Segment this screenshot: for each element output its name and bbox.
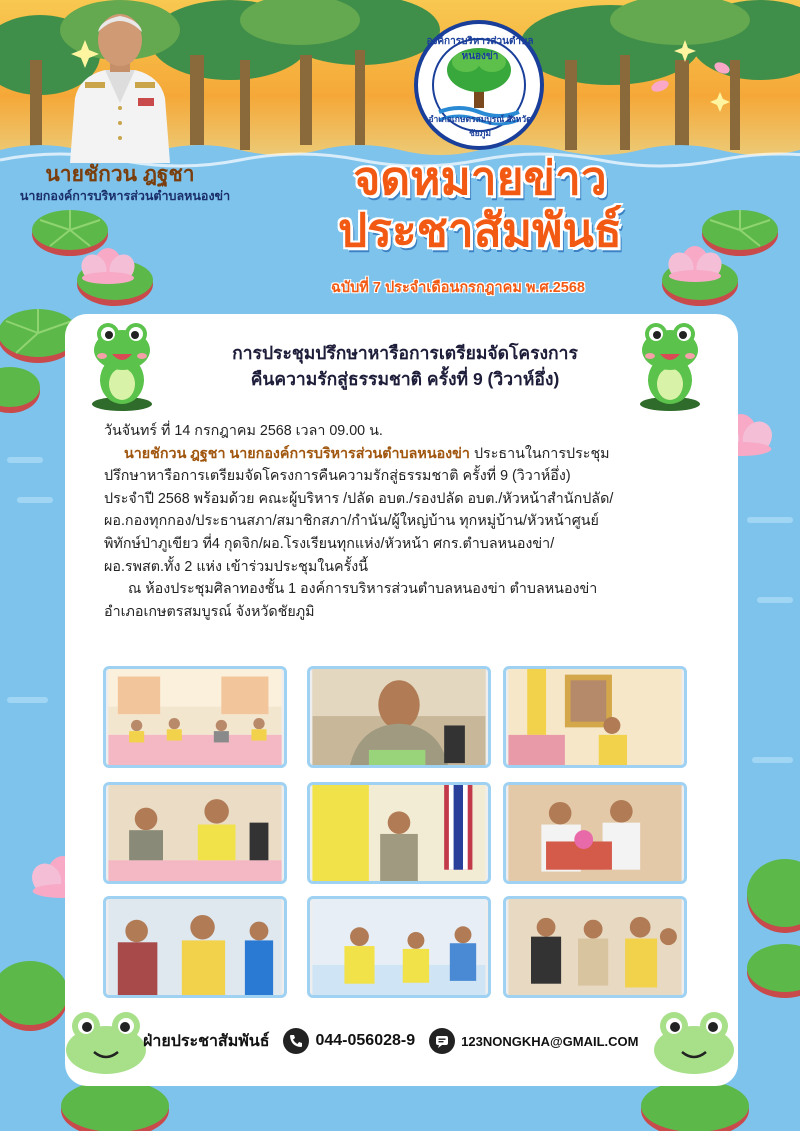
lotus-flower	[78, 236, 138, 284]
headline-line-2: ประชาสัมพันธ์	[338, 204, 622, 256]
paragraph-1-line-4: ผอ.กองทุกกอง/ประธานสภา/สมาชิกสภา/กำนัน/ผู้ใหญ่บ้าน ทุกหมู่บ้าน/หัวหน้าศูนย์	[104, 513, 599, 530]
meeting-photo	[307, 666, 491, 768]
paragraph-2-line-2: อำเภอเกษตรสมบูรณ์ จังหวัดชัยภูมิ	[104, 603, 315, 620]
meeting-photo	[503, 666, 687, 768]
frog-mascot	[86, 312, 158, 412]
paragraph-1-line-5: พิทักษ์ป่าภูเขียว ที่4 กุดจิก/ผอ.โรงเรียนทุกแห่ง/หัวหน้า ศกร.ตำบลหนองข่า/	[104, 535, 555, 552]
phone-icon	[283, 1028, 309, 1054]
contact-footer	[143, 1026, 683, 1056]
meeting-photo	[103, 782, 287, 884]
meeting-photo	[503, 782, 687, 884]
article-title-line-1: การประชุมปรึกษาหารือการเตรียมจัดโครงการ	[232, 343, 578, 363]
lily-pad	[0, 955, 70, 1035]
paragraph-1-line-3: ประจำปี 2568 พร้อมด้วย คณะผู้บริหาร /ปลัด อบต./รองปลัด อบต./หัวหน้าสำนักปลัด/	[104, 490, 614, 507]
meeting-photo	[503, 896, 687, 998]
article-title	[165, 340, 645, 392]
meeting-photo	[103, 666, 287, 768]
meeting-photo	[307, 896, 491, 998]
headline-line-1: จดหมายข่าว	[353, 152, 607, 204]
message-icon	[429, 1028, 455, 1054]
email-address: 123NONGKHA@GMAIL.COM	[461, 1033, 639, 1049]
paragraph-2-line-1: ณ ห้องประชุมศิลาทองชั้น 1 องค์การบริหารส่วนตำบลหนองข่า ตำบลหนองข่า	[128, 581, 598, 598]
lily-pad	[0, 365, 40, 415]
photo-grid	[103, 666, 686, 998]
executive-name: นายชักวน ฎฐชา	[45, 163, 195, 186]
paragraph-1-rest: ประธานในการประชุม	[469, 445, 610, 462]
executive-portrait	[60, 8, 180, 163]
meeting-photo	[307, 782, 491, 884]
executive-position: นายกองค์การบริหารส่วนตำบลหนองข่า	[19, 189, 231, 203]
paragraph-1-line-6: ผอ.รพสต.ทั้ง 2 แห่ง เข้าร่วมประชุมในครั้งนี้	[104, 558, 369, 575]
issue-number: ฉบับที่ 7 ประจำเดือนกรกฎาคม พ.ศ.2568	[331, 280, 585, 296]
seal-bottom-text: อำเภอเกษตรสมบูรณ์ จังหวัดชัยภูมิ	[428, 114, 532, 138]
frog-face	[64, 1006, 148, 1076]
lily-pad	[745, 855, 800, 935]
phone-number: 044-056028-9	[315, 1032, 416, 1049]
seal-top-text: องค์การบริหารส่วนตำบลหนองข่า	[426, 36, 534, 62]
meeting-photo	[103, 896, 287, 998]
lily-pad	[745, 940, 800, 1000]
date-line: วันจันทร์ ที่ 14 กรกฎาคม 2568 เวลา 09.00 น.	[104, 423, 383, 439]
article-body	[104, 420, 704, 623]
chairperson-name: นายชักวน ฎฐชา นายกองค์การบริหารส่วนตำบลหนองข่า	[124, 445, 470, 462]
newsletter-headline	[260, 152, 700, 256]
paragraph-1-line-2: ปรึกษาหารือการเตรียมจัดโครงการคืนความรักสู่ธรรมชาติ ครั้งที่ 9 (วิวาห์อึ่ง)	[104, 468, 571, 485]
department-name: ฝ่ายประชาสัมพันธ์	[143, 1032, 270, 1050]
paragraph-1-line-1	[104, 443, 704, 466]
article-title-line-2: คืนความรักสู่ธรรมชาติ ครั้งที่ 9 (วิวาห์อึ่ง)	[250, 369, 560, 389]
